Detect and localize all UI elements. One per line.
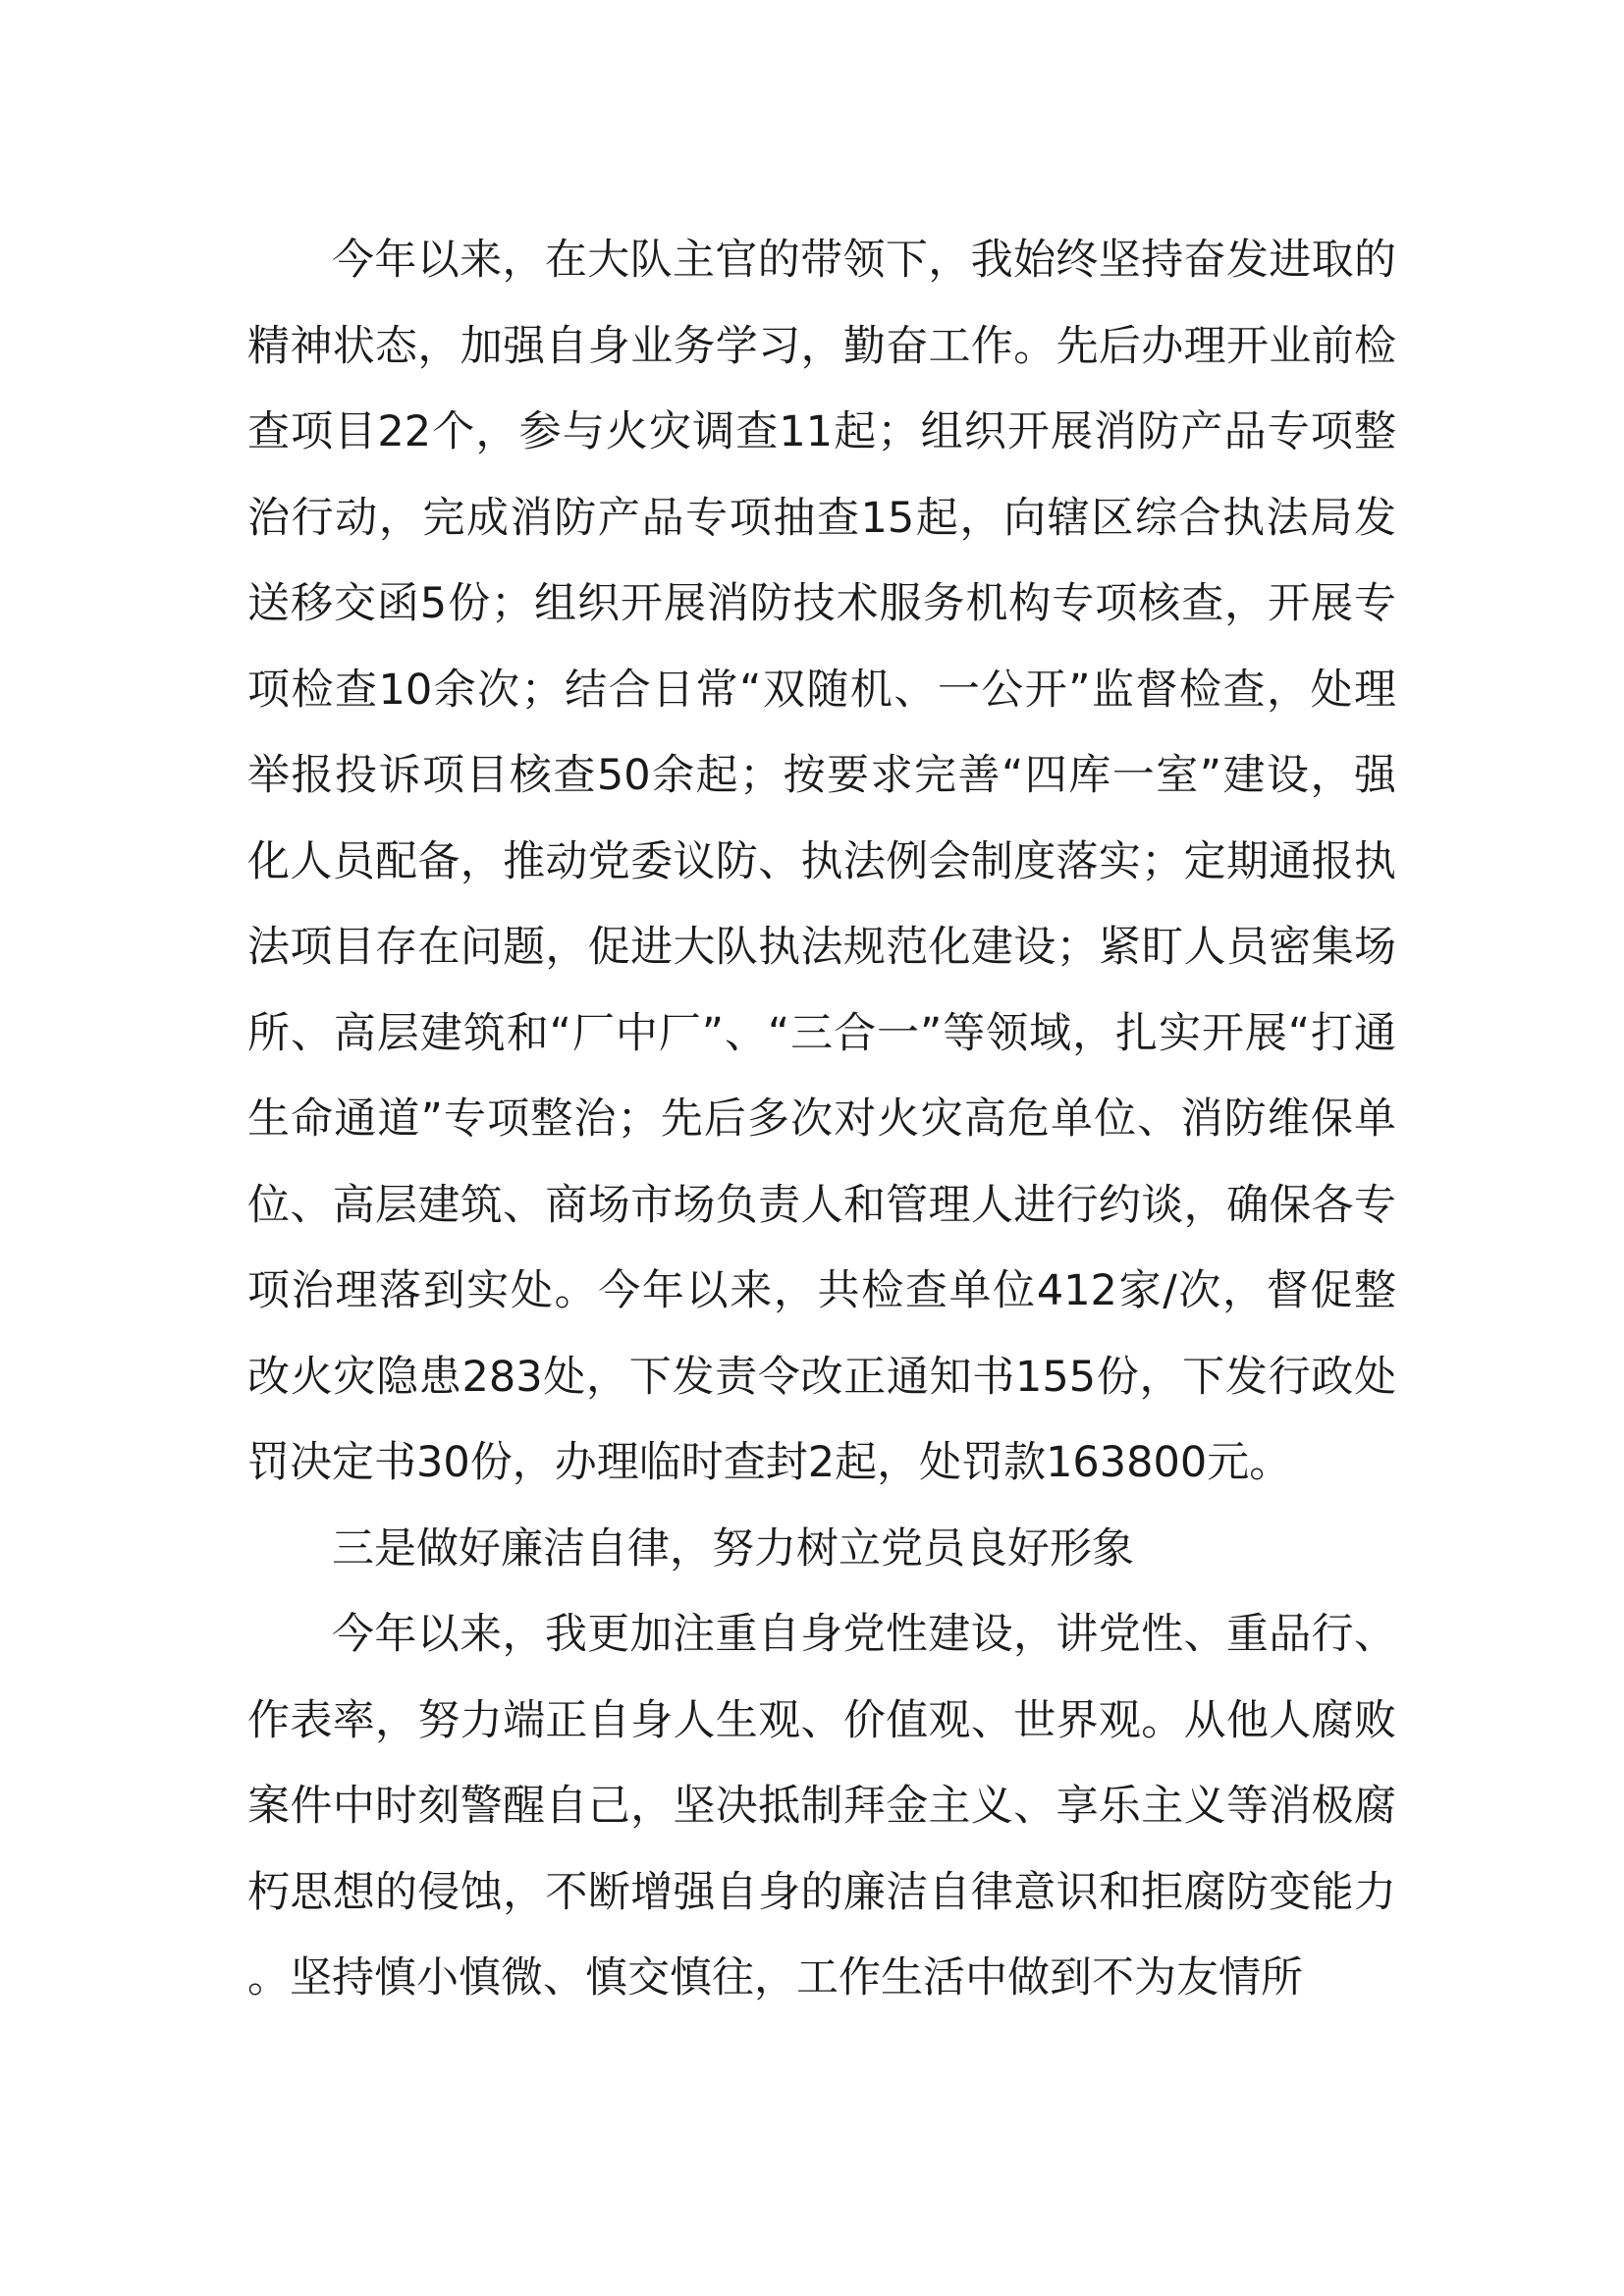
paragraph-work-summary: 今年以来，在大队主官的带领下，我始终坚持奋发进取的精神状态，加强自身业务学习，勤奋工作。先后办理开业前检查项目22个，参与火灾调查11起；组织开展消防产品专项整治行动，完成消防产品专项抽查15起，向辖区综合执法局发送移交函5份；组织开展消防技术服务机构专项核查，开展专项检查10余次；结合日常“双随机、一公开”监督检查，处理举报投诉项目核查50余起；按要求完善“四库一室”建设，强化人员配备，推动党委议防、执法例会制度落实；定期通报执法项目存在问题，促进大队执法规范化建设；紧盯人员密集场所、高层建筑和“厂中厂”、“三合一”等领域，扎实开展“打通生命通道”专项整治；先后多次对火灾高危单位、消防维保单位、高层建筑、商场市场负责人和管理人进行约谈，确保各专项治理落到实处。今年以来，共检查单位412家/次，督促整改火灾隐患283处，下发责令改正通知书155份，下发行政处罚决定书30份，办理临时查封2起，处罚款163800元。: [247, 236, 1396, 1487]
section-heading-integrity: 三是做好廉洁自律，努力树立党员良好形象: [332, 1523, 1134, 1574]
body-text: [247, 218, 1396, 2022]
paragraph-integrity: 今年以来，我更加注重自身党性建设，讲党性、重品行、作表率，努力端正自身人生观、价值观、世界观。从他人腐败案件中时刻警醒自己，坚决抵制拜金主义、享乐主义等消极腐朽思想的侵蚀，不断增强自身的廉洁自律意识和拒腐防变能力。坚持慎小慎微、慎交慎往，工作生活中做到不为友情所: [247, 1610, 1396, 2002]
